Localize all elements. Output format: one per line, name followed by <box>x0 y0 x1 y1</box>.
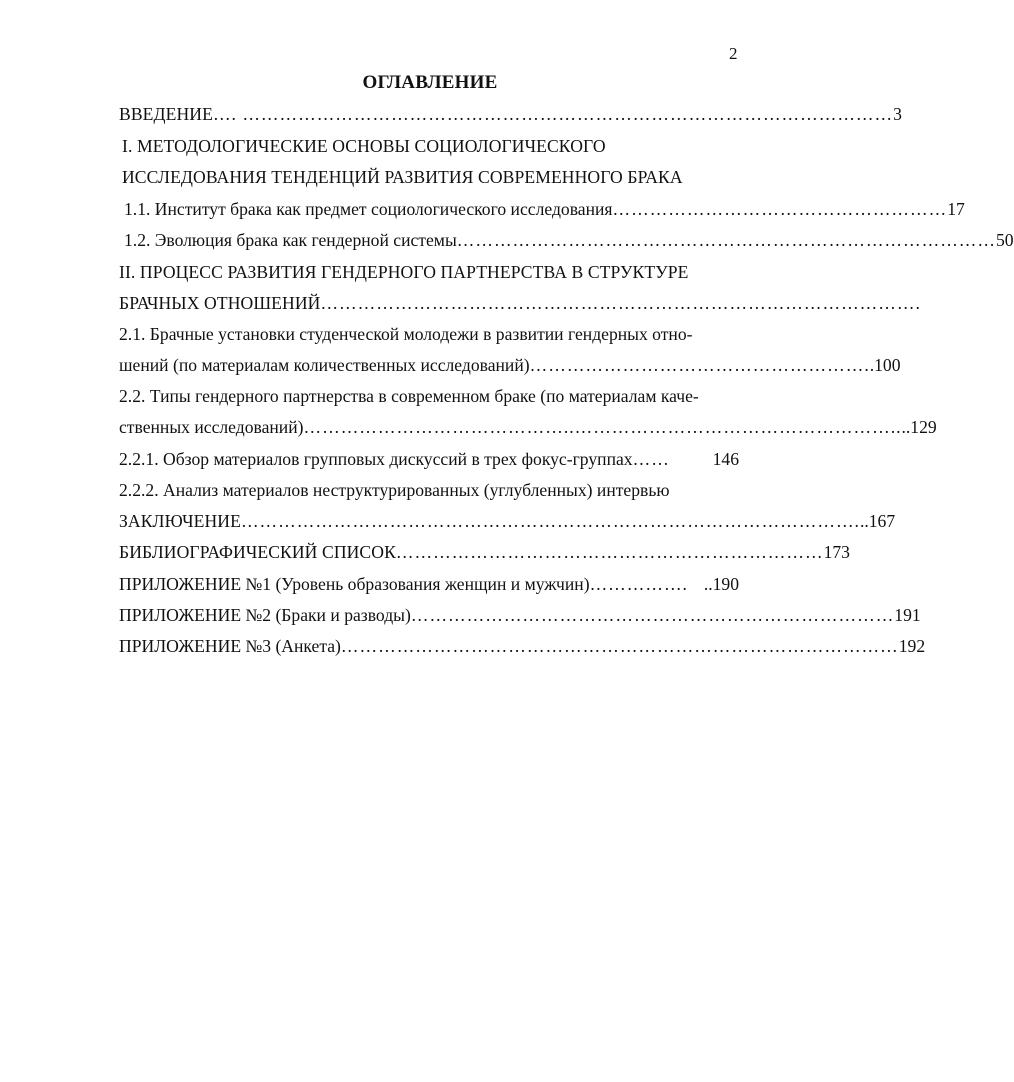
toc-entry-title: ПРИЛОЖЕНИЕ №2 (Браки и разводы) <box>119 605 411 625</box>
toc-title: ОГЛАВЛЕНИЕ <box>362 72 498 93</box>
toc-page-number: ..167 <box>859 511 896 531</box>
page-number: 2 <box>729 44 738 63</box>
toc-leader-dots: …………………………………………………………… <box>395 542 824 562</box>
toc-entry-title: ЗАКЛЮЧЕНИЕ <box>119 511 241 531</box>
toc-page-number: 173 <box>823 542 850 562</box>
toc-entry-2-2-line-1[interactable]: 2.2. Типы гендерного партнерства в современном браке (по материалам каче- <box>119 386 699 406</box>
toc-page-number: 192 <box>898 636 926 656</box>
toc-entry-title: ВВЕДЕНИЕ <box>119 104 213 124</box>
toc-entry-2-1-line-2[interactable] <box>119 354 901 376</box>
toc-leader-dots: …. …………………………………………………………………………………………… <box>212 104 894 124</box>
toc-leader-dots: ……………………………………………… <box>612 199 948 219</box>
toc-leader-dots: ……………………………………………………………………………………. <box>320 293 921 313</box>
toc-entry-appendix-3[interactable] <box>119 635 926 657</box>
toc-leader-dots: …………………………………………………………………………… <box>456 230 996 250</box>
toc-leader-dots: ……………………………………………………………………………… <box>340 636 899 656</box>
toc-entry-1-1[interactable] <box>124 198 965 220</box>
toc-entry-appendix-1[interactable] <box>119 573 739 595</box>
toc-entry-intro[interactable] <box>119 103 902 125</box>
toc-page-number: 50 <box>995 230 1014 250</box>
toc-entry-title: ПРИЛОЖЕНИЕ №1 (Уровень образования женщин и мужчин) <box>119 574 590 594</box>
toc-part-2-line-2[interactable] <box>119 292 921 314</box>
toc-entry-2-1-line-1[interactable]: 2.1. Брачные установки студенческой молодежи в развитии гендерных отно- <box>119 324 693 344</box>
toc-leader-dots: ……………………………………..…………………………………………….. <box>303 417 902 437</box>
toc-entry-title: БРАЧНЫХ ОТНОШЕНИЙ <box>119 293 321 313</box>
toc-entry-2-2-2[interactable]: 2.2.2. Анализ материалов неструктурированных (углубленных) интервью <box>119 480 670 500</box>
toc-entry-title: шений (по материалам количественных исследований) <box>119 355 530 375</box>
toc-page-number: ..190 <box>703 574 739 594</box>
toc-page-number: 17 <box>947 199 965 219</box>
toc-entry-title: БИБЛИОГРАФИЧЕСКИЙ СПИСОК <box>119 542 396 562</box>
toc-entry-title: ПРИЛОЖЕНИЕ №3 (Анкета) <box>119 636 341 656</box>
toc-page-number: ..129 <box>901 417 937 437</box>
toc-entry-bibliography[interactable] <box>119 541 850 563</box>
toc-leader-dots: …………………………………………………………………… <box>410 605 895 625</box>
toc-part-2-line-1[interactable]: II. ПРОЦЕСС РАЗВИТИЯ ГЕНДЕРНОГО ПАРТНЕРСТВА В СТРУКТУРЕ <box>119 262 689 282</box>
toc-leader-dots: ……………. <box>589 574 688 594</box>
toc-leader-dots: ………………………………………………………………………………………. <box>240 511 860 531</box>
toc-page-number: .100 <box>869 355 901 375</box>
toc-entry-1-2[interactable] <box>124 229 1014 251</box>
toc-entry-appendix-2[interactable] <box>119 604 921 626</box>
toc-leader-dots: …… <box>632 449 670 469</box>
toc-entry-title: ственных исследований) <box>119 417 304 437</box>
toc-entry-title: 2.2.1. Обзор материалов групповых дискуссий в трех фокус-группах <box>119 449 633 469</box>
toc-entry-2-2-1[interactable] <box>119 448 739 470</box>
toc-page-number: 3 <box>893 104 902 124</box>
toc-page-number: 191 <box>894 605 921 625</box>
toc-entry-title: 1.2. Эволюция брака как гендерной системы <box>124 230 457 250</box>
toc-part-1-line-1[interactable]: I. МЕТОДОЛОГИЧЕСКИЕ ОСНОВЫ СОЦИОЛОГИЧЕСКОГО <box>122 136 606 156</box>
toc-entry-conclusion[interactable] <box>119 510 896 532</box>
toc-entry-title: 1.1. Институт брака как предмет социологического исследования <box>124 199 613 219</box>
toc-leader-dots: ………………………………………………. <box>529 355 870 375</box>
toc-entry-2-2-line-2[interactable] <box>119 416 937 438</box>
toc-page-number: 146 <box>712 449 739 469</box>
toc-part-1-line-2[interactable]: ИССЛЕДОВАНИЯ ТЕНДЕНЦИЙ РАЗВИТИЯ СОВРЕМЕННОГО БРАКА <box>122 167 683 187</box>
